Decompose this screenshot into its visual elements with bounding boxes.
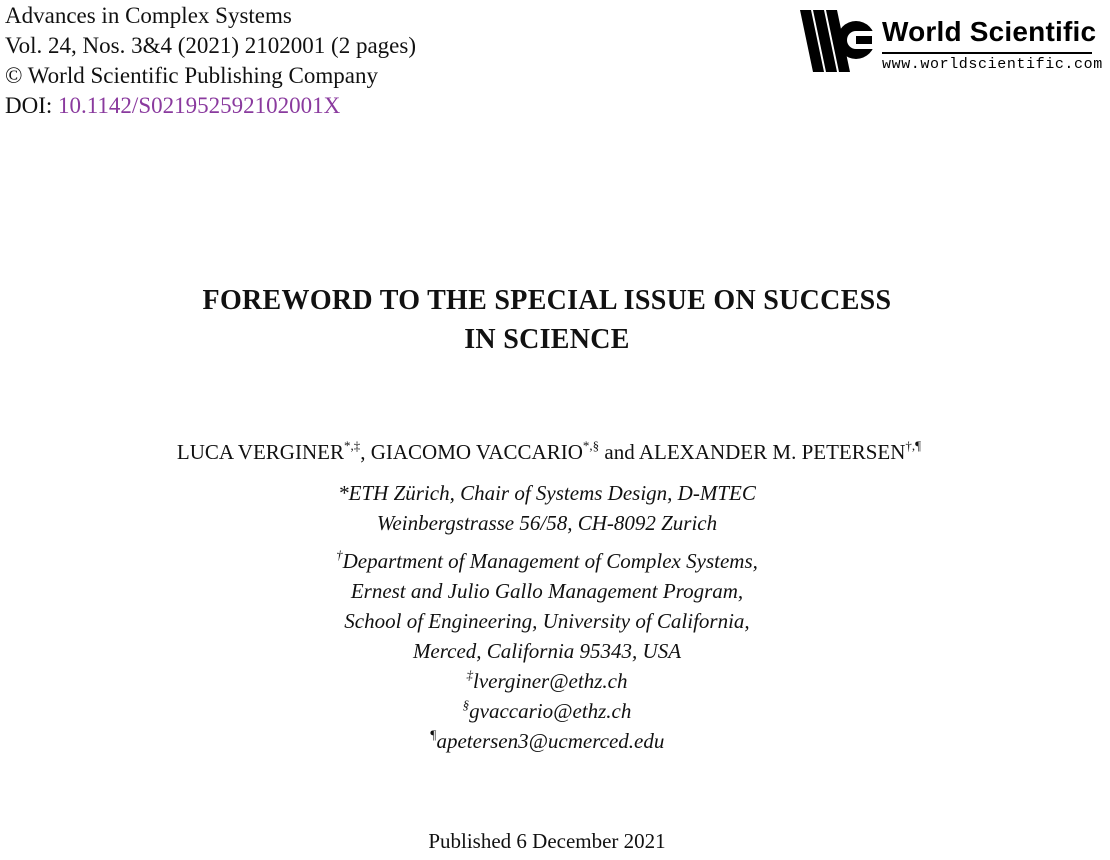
email-mark: ¶ — [429, 727, 437, 742]
journal-info — [5, 1, 416, 121]
copyright-notice: © World Scientific Publishing Company — [5, 63, 378, 88]
logo-divider — [882, 52, 1092, 54]
publication-date: Published 6 December 2021 — [428, 829, 666, 853]
email-address[interactable]: lverginer@ethz.ch — [473, 669, 628, 693]
journal-name: Advances in Complex Systems — [5, 3, 292, 28]
email-entry — [0, 696, 1094, 726]
email-list — [0, 666, 1094, 756]
author-name: ALEXANDER M. PETERSEN — [638, 440, 906, 464]
author-marks: *,§ — [582, 438, 600, 453]
affiliation-line: Ernest and Julio Gallo Management Program, — [350, 579, 744, 603]
email-address[interactable]: gvaccario@ethz.ch — [469, 699, 632, 723]
paper-title — [0, 281, 1094, 359]
author-separator: , — [360, 440, 371, 464]
world-scientific-logo-icon — [800, 6, 876, 72]
author-list — [0, 437, 1098, 467]
affiliation-line: †Department of Management of Complex Systems, — [336, 547, 758, 573]
affiliation-mark: † — [336, 547, 343, 562]
author-name: LUCA VERGINER — [176, 440, 344, 464]
publisher-url: www.worldscientific.com — [882, 56, 1103, 73]
journal-volume: Vol. 24, Nos. 3&4 (2021) 2102001 (2 pages) — [5, 33, 416, 58]
email-entry — [0, 726, 1094, 756]
email-mark: ‡ — [466, 667, 474, 682]
publisher-name: World Scientific — [882, 16, 1097, 47]
affiliation-line: *ETH Zürich, Chair of Systems Design, D-MTEC — [338, 481, 756, 505]
author-marks: †,¶ — [905, 438, 922, 453]
email-mark: § — [462, 697, 470, 712]
title-line-1: FOREWORD TO THE SPECIAL ISSUE ON SUCCESS — [202, 285, 892, 316]
email-address[interactable]: apetersen3@ucmerced.edu — [436, 729, 665, 753]
affiliation-eth — [0, 478, 1094, 538]
publisher-logo — [800, 6, 1103, 74]
title-line-2: IN SCIENCE — [464, 324, 630, 355]
affiliation-line: Merced, California 95343, USA — [412, 639, 682, 663]
doi-label: DOI: — [5, 93, 59, 118]
affiliation-ucmerced — [0, 546, 1094, 666]
author-marks: *,‡ — [343, 438, 361, 453]
doi-line — [5, 91, 416, 121]
author-name: GIACOMO VACCARIO — [370, 440, 583, 464]
affiliation-line: School of Engineering, University of California, — [344, 609, 750, 633]
affiliations — [0, 478, 1094, 756]
email-entry — [0, 666, 1094, 696]
doi-link[interactable]: 10.1142/S021952592102001X — [58, 93, 341, 118]
author-separator: and — [599, 440, 639, 464]
affiliation-line: Weinbergstrasse 56/58, CH-8092 Zurich — [376, 511, 718, 535]
